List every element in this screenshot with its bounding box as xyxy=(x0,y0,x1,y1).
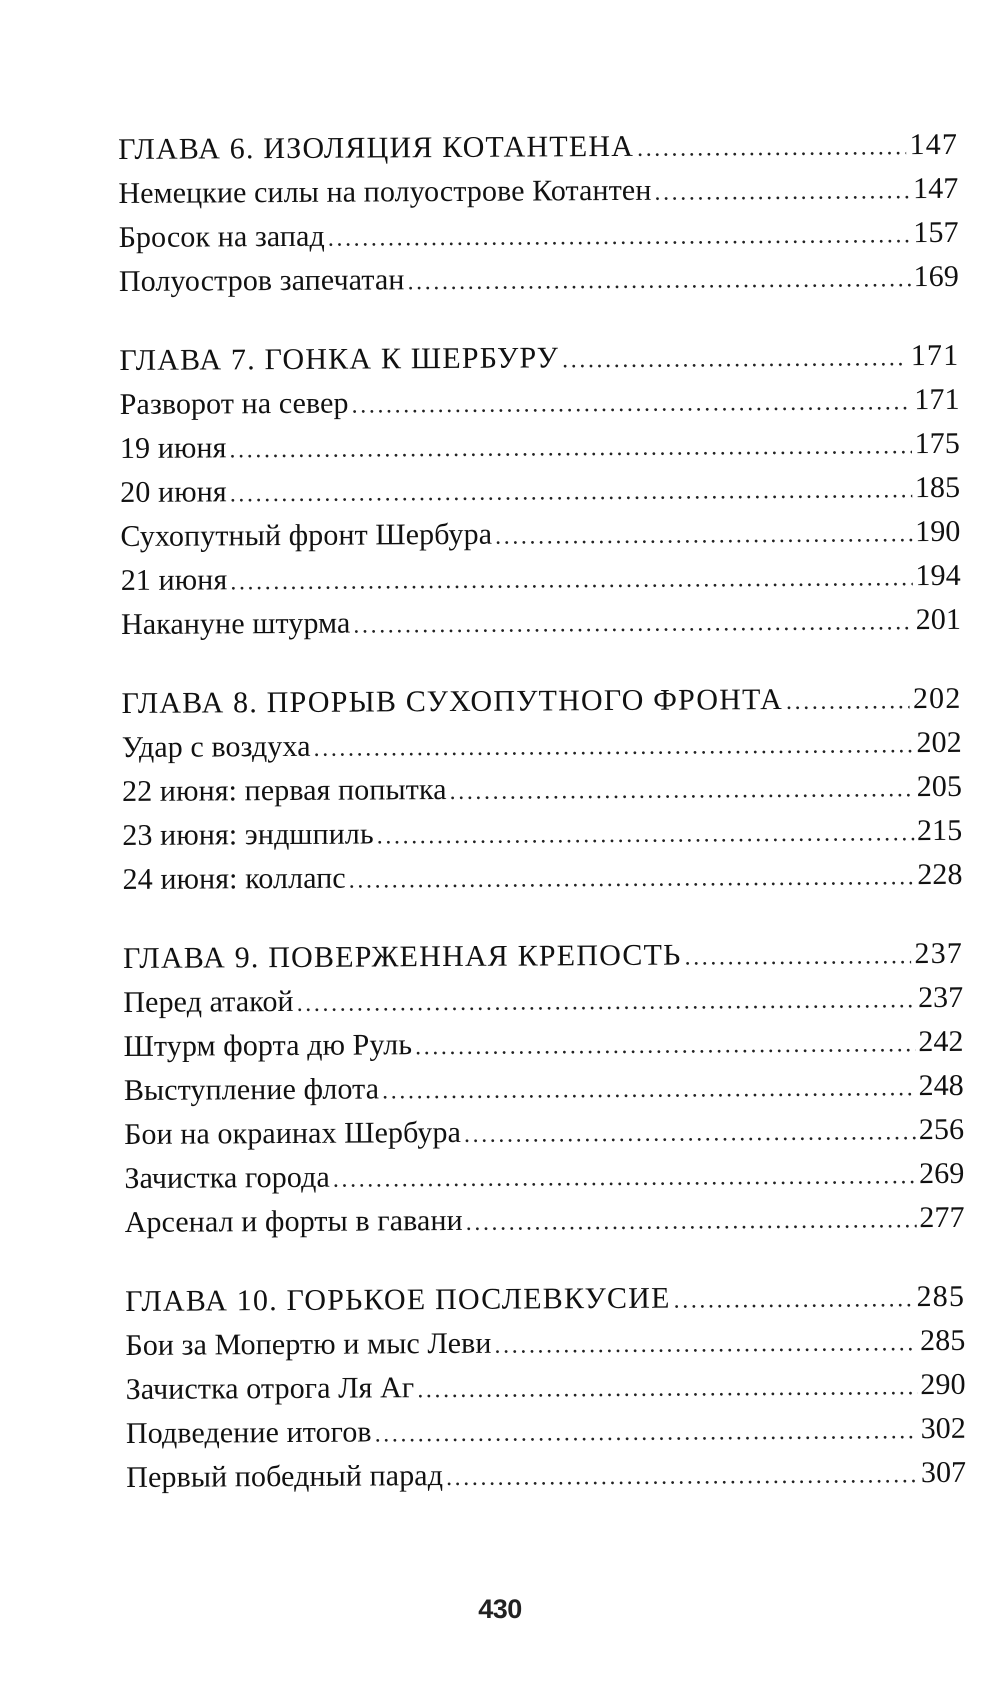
dot-leader xyxy=(415,1022,915,1069)
dot-leader xyxy=(297,978,916,1026)
toc-entry xyxy=(119,211,959,260)
section-title: Сухопутный фронт Шербура xyxy=(120,517,493,553)
page-reference: 202 xyxy=(912,681,962,716)
dot-leader xyxy=(328,213,911,261)
page-reference: 242 xyxy=(918,1024,964,1059)
page-reference: 194 xyxy=(915,558,961,593)
toc-entry xyxy=(125,1319,965,1368)
page-reference: 205 xyxy=(916,769,963,804)
section-title: Бои за Мопертю и мыс Леви xyxy=(125,1326,492,1362)
dot-leader xyxy=(637,125,907,171)
toc-entry xyxy=(122,853,962,902)
chapter-title: ГЛАВА 8. ПРОРЫВ СУХОПУТНОГО ФРОНТА xyxy=(121,682,784,720)
page-reference: 285 xyxy=(916,1279,966,1314)
section-title: Разворот на север xyxy=(119,386,349,421)
chapter-block xyxy=(119,334,961,647)
page-reference: 237 xyxy=(917,980,964,1015)
section-title: Подведение итогов xyxy=(125,1415,372,1450)
section-title: Выступление флота xyxy=(123,1072,380,1107)
chapter-heading xyxy=(118,123,958,172)
section-title: Полуостров запечатан xyxy=(118,263,405,298)
page-reference: 147 xyxy=(912,171,959,206)
dot-leader xyxy=(349,855,915,902)
page-reference: 169 xyxy=(913,259,960,294)
chapter-heading xyxy=(121,677,961,726)
page-reference: 157 xyxy=(913,215,959,250)
toc-entry xyxy=(125,1196,965,1245)
toc-entry xyxy=(123,976,963,1025)
page-reference: 215 xyxy=(916,813,963,848)
chapter-heading xyxy=(119,334,959,383)
page-reference: 201 xyxy=(915,602,962,637)
chapter-block xyxy=(118,123,959,304)
page-reference: 248 xyxy=(918,1068,964,1103)
section-title: Перед атакой xyxy=(123,984,294,1019)
toc-entry xyxy=(120,378,960,427)
toc-entry xyxy=(126,1363,966,1412)
chapter-title: ГЛАВА 10. ГОРЬКОЕ ПОСЛЕВКУСИЕ xyxy=(125,1281,671,1318)
page-reference: 228 xyxy=(917,857,963,892)
toc-entry xyxy=(126,1451,966,1500)
chapter-heading xyxy=(125,1275,965,1324)
dot-leader xyxy=(333,1154,917,1202)
toc-entry xyxy=(120,466,960,515)
page-reference: 171 xyxy=(914,382,960,417)
dot-leader xyxy=(351,380,911,427)
dot-leader xyxy=(407,257,910,304)
chapter-block xyxy=(123,932,965,1245)
section-title: Бои на окраинах Шербура xyxy=(124,1115,462,1151)
page-reference: 290 xyxy=(920,1367,966,1402)
toc-entry xyxy=(122,765,962,814)
dot-leader xyxy=(449,767,913,814)
page-reference: 237 xyxy=(914,936,964,971)
dot-leader xyxy=(684,934,911,979)
toc-entry xyxy=(122,721,962,770)
page-number: 430 xyxy=(478,1594,522,1624)
dot-leader xyxy=(494,1321,917,1368)
page-reference: 185 xyxy=(914,470,961,505)
section-title: 20 июня xyxy=(120,475,227,509)
section-title: Удар с воздуха xyxy=(121,729,311,764)
toc-entry xyxy=(124,1064,964,1113)
chapter-block xyxy=(125,1275,966,1500)
dot-leader xyxy=(654,169,910,215)
dot-leader xyxy=(417,1365,917,1412)
dot-leader xyxy=(466,1198,917,1245)
page-reference: 147 xyxy=(909,127,959,162)
section-title: 21 июня xyxy=(120,563,228,597)
chapter-block xyxy=(121,677,962,902)
toc-entry xyxy=(123,1020,963,1069)
page-reference: 171 xyxy=(910,338,960,373)
dot-leader xyxy=(673,1277,913,1322)
section-title: Бросок на запад xyxy=(118,219,325,254)
dot-leader xyxy=(229,424,911,472)
dot-leader xyxy=(562,336,908,382)
dot-leader xyxy=(375,1409,918,1456)
table-of-contents xyxy=(118,123,967,1535)
dot-leader xyxy=(786,679,910,724)
dot-leader xyxy=(382,1066,916,1113)
page-reference: 307 xyxy=(920,1455,967,1490)
section-title: 24 июня: коллапс xyxy=(122,861,346,896)
page-reference: 175 xyxy=(914,426,961,461)
dot-leader xyxy=(377,811,915,858)
chapter-heading xyxy=(123,932,963,981)
chapter-title: ГЛАВА 9. ПОВЕРЖЕННАЯ КРЕПОСТЬ xyxy=(122,938,682,975)
page-reference: 302 xyxy=(920,1411,967,1446)
dot-leader xyxy=(495,512,912,559)
toc-entry xyxy=(124,1152,964,1201)
toc-entry xyxy=(126,1407,966,1456)
page-reference: 256 xyxy=(918,1112,965,1147)
toc-entry xyxy=(122,809,962,858)
dot-leader xyxy=(353,600,913,647)
section-title: 19 июня xyxy=(119,431,227,465)
section-title: Первый победный парад xyxy=(126,1459,444,1494)
chapter-title: ГЛАВА 6. ИЗОЛЯЦИЯ КОТАНТЕНА xyxy=(118,129,635,166)
dot-leader xyxy=(446,1453,918,1500)
toc-entry xyxy=(120,422,960,471)
chapter-title: ГЛАВА 7. ГОНКА К ШЕРБУРУ xyxy=(119,341,560,377)
section-title: 22 июня: первая попытка xyxy=(121,773,447,808)
section-title: 23 июня: эндшпиль xyxy=(122,817,374,852)
section-title: Арсенал и форты в гавани xyxy=(124,1203,463,1239)
section-title: Зачистка отрога Ля Аг xyxy=(125,1371,415,1406)
page-reference: 190 xyxy=(915,514,961,549)
page-reference: 269 xyxy=(918,1156,965,1191)
section-title: Немецкие силы на полуострове Котантен xyxy=(118,173,652,210)
dot-leader xyxy=(313,723,913,771)
toc-entry xyxy=(120,510,960,559)
toc-entry xyxy=(124,1108,964,1157)
toc-entry xyxy=(121,554,961,603)
page-reference: 277 xyxy=(919,1200,965,1235)
toc-entry xyxy=(121,598,961,647)
section-title: Накануне штурма xyxy=(120,606,351,641)
section-title: Зачистка города xyxy=(124,1160,330,1195)
dot-leader xyxy=(464,1110,916,1157)
page-reference: 285 xyxy=(920,1323,966,1358)
section-title: Штурм форта дю Руль xyxy=(123,1028,413,1063)
page-reference: 202 xyxy=(916,725,962,760)
dot-leader xyxy=(230,556,912,604)
toc-entry xyxy=(119,255,959,304)
dot-leader xyxy=(230,468,912,516)
toc-entry xyxy=(118,167,958,216)
